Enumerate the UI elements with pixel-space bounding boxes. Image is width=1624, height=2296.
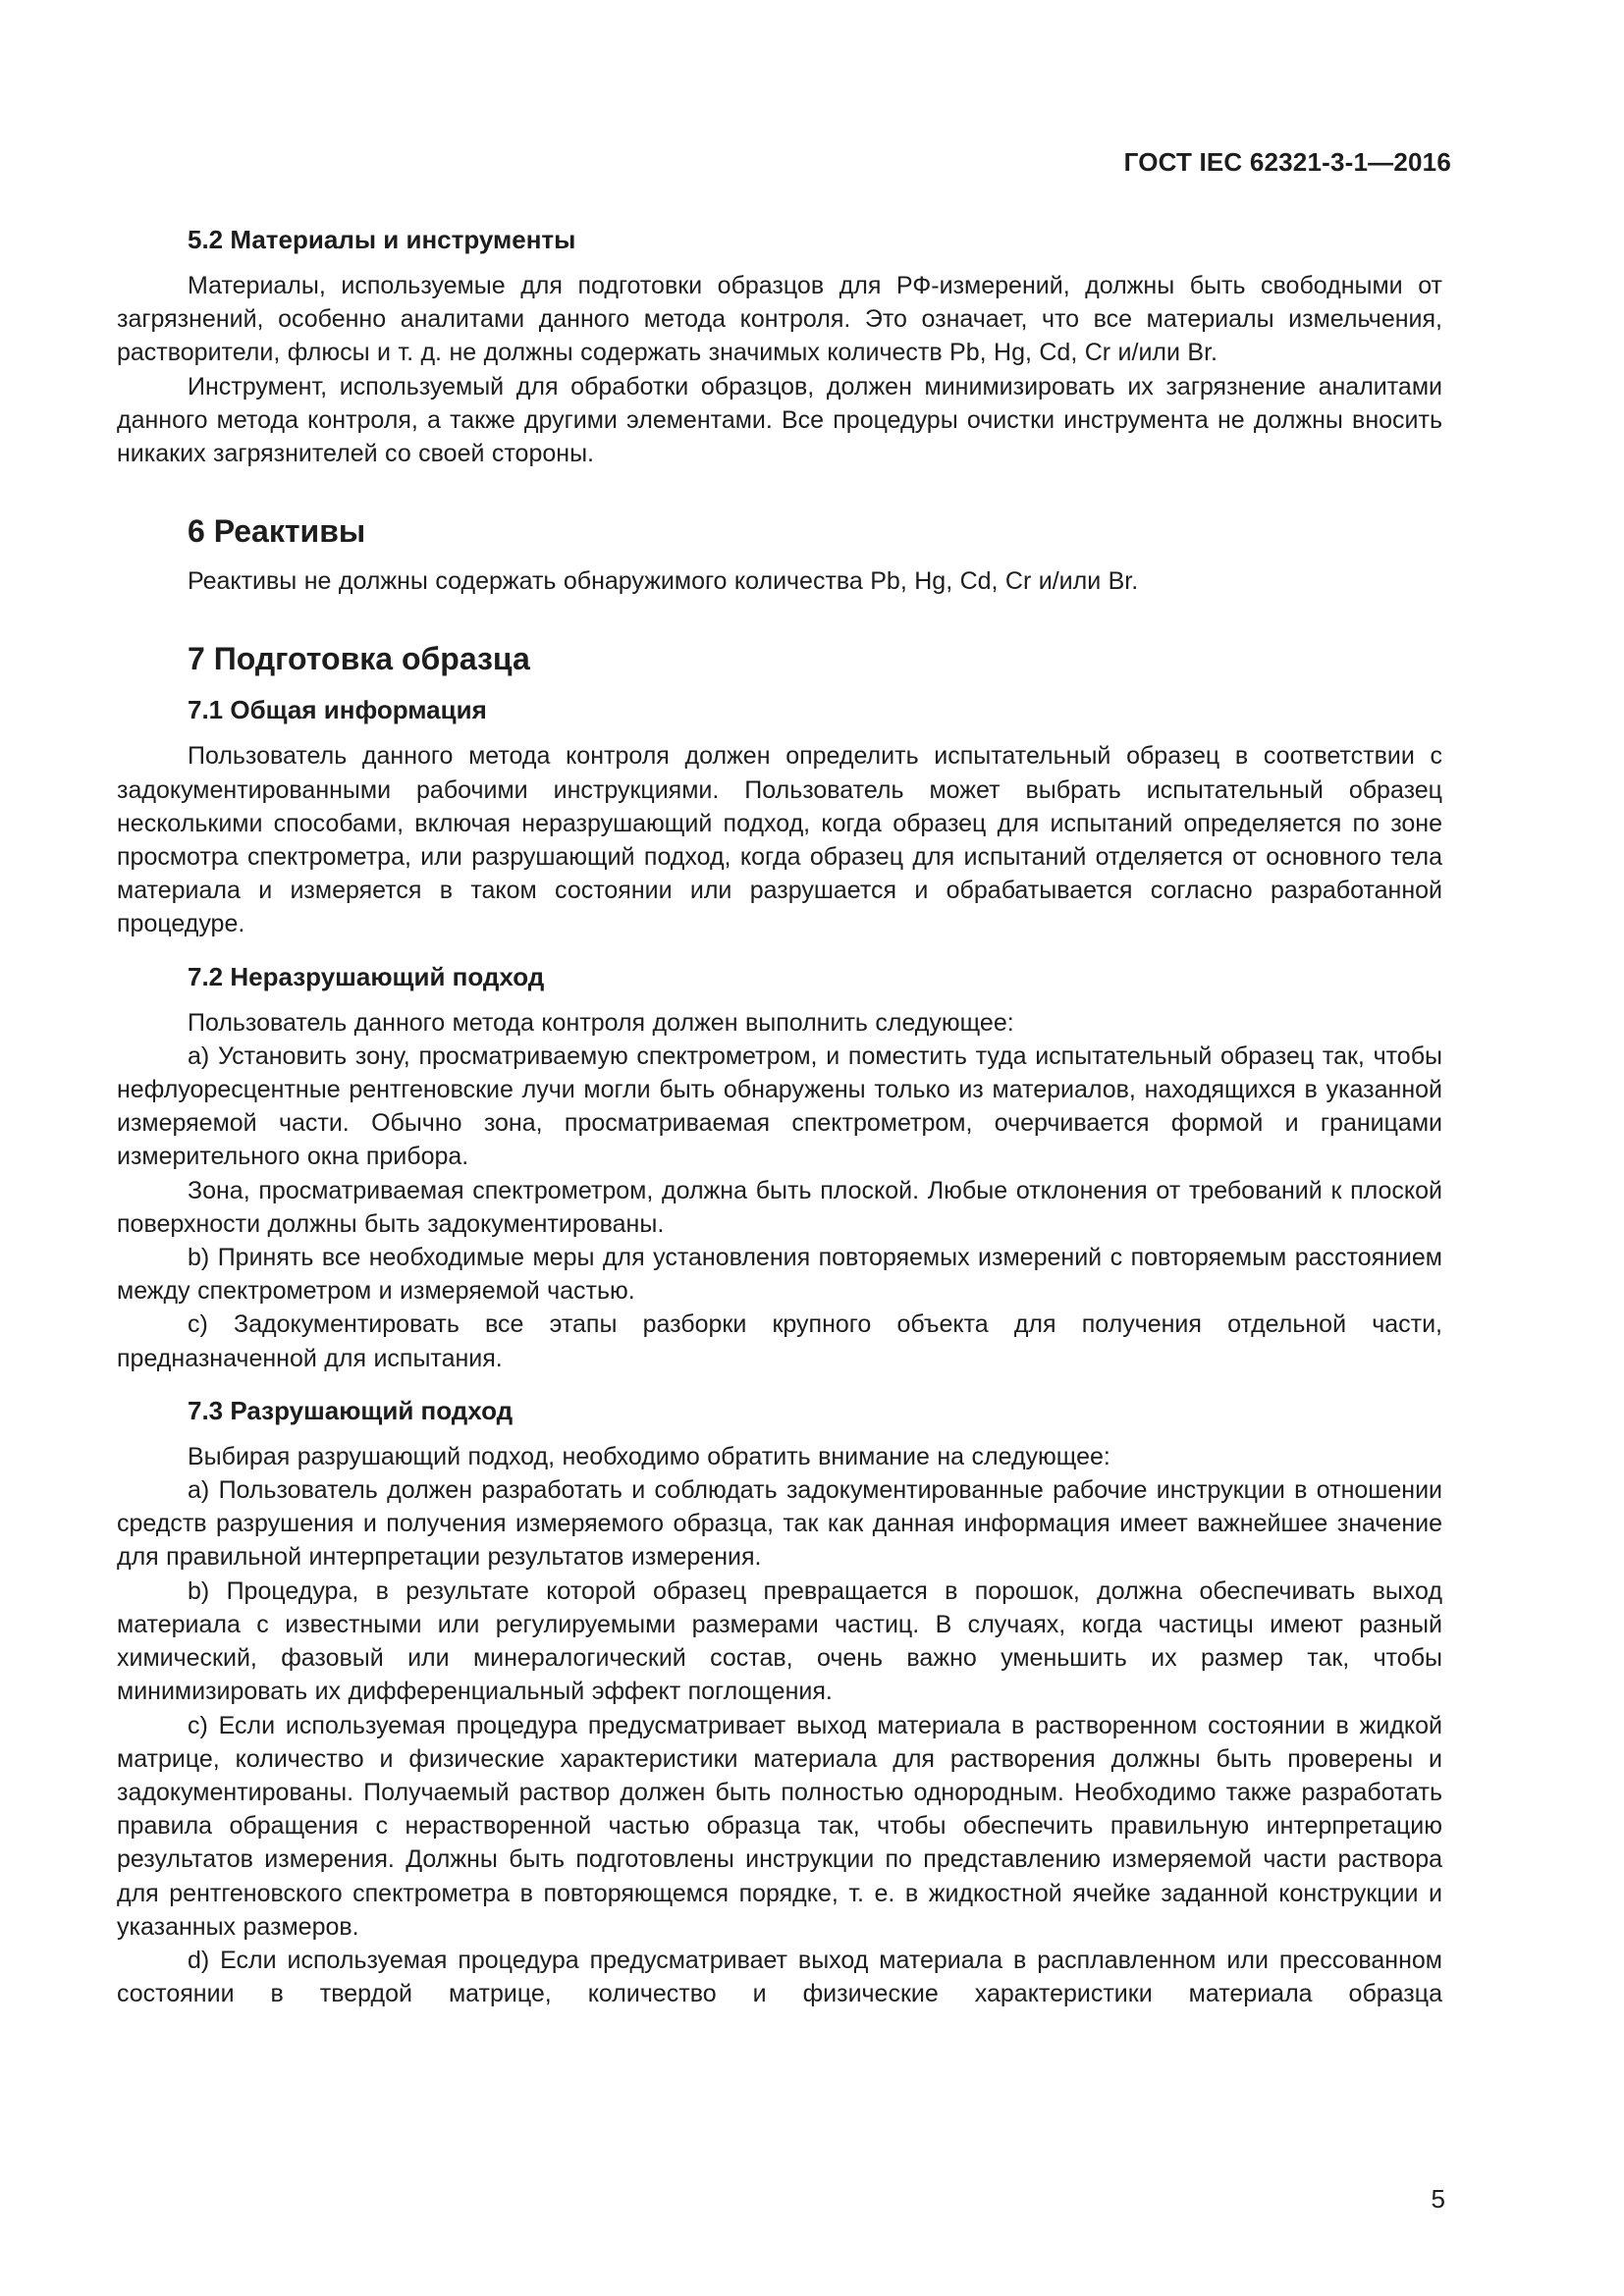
section-7-heading: 7 Подготовка образца [188,641,530,677]
section-7-1-paragraph: Пользователь данного метода контроля должен определить испытательный образец в соответствии с задокументированными рабочими инструкциями. Пользователь может выбрать испытательный образец несколькими способами, включая неразрушающий подход, когда образец для испытаний определяется по зоне просмотра спектрометра, или разрушающий подход, когда образец для испытаний отделяется от основного тела материала и измеряется в таком состоянии или разрушается и обрабатывается согласно разработанной процедуре. [117,742,1442,938]
section-5-2-paragraph-2: Инструмент, используемый для обработки образцов, должен минимизировать их загрязнение аналитами данного метода контроля, а также другими элементами. Все процедуры очистки инструмента не должны вносить никаких загрязнителей со своей стороны. [117,372,1442,468]
section-7-1-heading: 7.1 Общая информация [188,695,487,725]
section-7-3-intro: Выбирая разрушающий подход, необходимо обратить внимание на следующее: [188,1442,1110,1470]
section-7-3-item-a: a) Пользователь должен разработать и соблюдать задокументированные рабочие инструкции в отношении средств разрушения и получения измеряемого образца, так как данная информация имеет важнейшее значение для правильной интерпретации результатов измерения. [117,1476,1442,1572]
section-7-3-item-c: c) Если используемая процедура предусматривает выход материала в растворенном состоянии в жидкой матрице, количество и физические характеристики материала для растворения должны быть проверены и задокументированы. Получаемый раствор должен быть полностью однородным. Необходимо также разработать правила обращения с нерастворенной частью образца так, чтобы обеспечить правильную интерпретацию результатов измерения. Должны быть подготовлены инструкции по представлению измеряемой части раствора для рентгеновского спектрометра в повторяющемся порядке, т. е. в жидкостной ячейке заданной конструкции и указанных размеров. [117,1711,1442,1941]
section-7-2-intro: Пользователь данного метода контроля должен выполнить следующее: [188,1008,1014,1037]
section-7-2-item-c: c) Задокументировать все этапы разборки крупного объекта для получения отдельной части, предназначенной для испытания. [117,1310,1442,1372]
section-5-2-heading: 5.2 Материалы и инструменты [188,225,576,254]
page-number: 5 [1431,2184,1445,2214]
section-7-2-heading: 7.2 Неразрушающий подход [188,961,545,991]
section-7-2-item-a-note: Зона, просматриваемая спектрометром, должна быть плоской. Любые отклонения от требований к плоской поверхности должны быть задокументированы. [117,1176,1442,1238]
section-7-3-heading: 7.3 Разрушающий подход [188,1395,514,1425]
section-6-paragraph: Реактивы не должны содержать обнаружимого количества Pb, Hg, Cd, Cr и/или Br. [188,567,1139,596]
section-5-2-paragraph-1: Материалы, используемые для подготовки образцов для РФ-измерений, должны быть свободными от загрязнений, особенно аналитами данного метода контроля. Это означает, что все материалы измельчения, растворители, флюсы и т. д. не должны содержать значимых количеств Pb, Hg, Cd, Cr и/или Br. [117,272,1442,367]
section-7-3-item-b: b) Процедура, в результате которой образец превращается в порошок, должна обеспечивать выход материала с известными или регулируемыми размерами частиц. В случаях, когда частицы имеют разный химический, фазовый или минералогический состав, очень важно уменьшить их размер так, чтобы минимизировать их дифференциальный эффект поглощения. [117,1576,1442,1706]
document-code: ГОСТ IEC 62321-3-1—2016 [1123,147,1451,177]
section-7-2-item-a: a) Установить зону, просматриваемую спектрометром, и поместить туда испытательный образец так, чтобы нефлуоресцентные рентгеновские лучи могли быть обнаружены только из материалов, находящихся в указанной измеряемой части. Обычно зона, просматриваемая спектрометром, очерчивается формой и границами измерительного окна прибора. [117,1041,1442,1171]
page-content [117,222,1442,2010]
section-7-2-item-b: b) Принять все необходимые меры для установления повторяемых измерений с повторяемым расстоянием между спектрометром и измеряемой частью. [117,1244,1442,1306]
section-6-heading: 6 Реактивы [188,513,366,550]
section-7-3-item-d: d) Если используемая процедура предусматривает выход материала в расплавленном или прессованном состоянии в твердой матрице, количество и физические характеристики материала образца [117,1946,1442,2008]
